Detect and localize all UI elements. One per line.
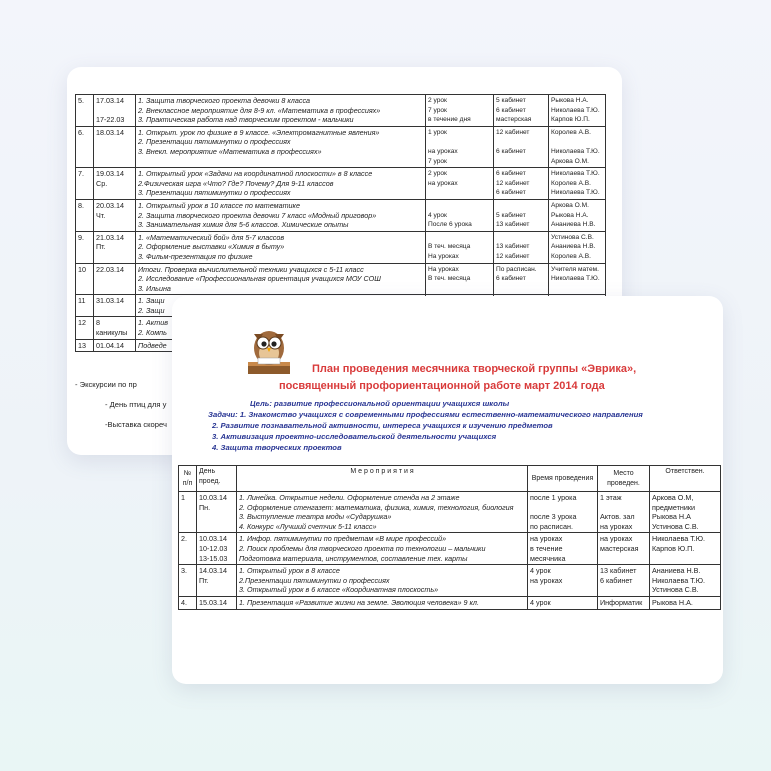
row-time-line: месячника bbox=[530, 553, 566, 563]
row-date bbox=[197, 533, 237, 565]
row-date bbox=[94, 295, 136, 317]
row-place-line: мастерская bbox=[600, 543, 639, 553]
row-date bbox=[94, 168, 136, 200]
row-date-line: 10.03.14 bbox=[199, 534, 227, 544]
row-responsible bbox=[549, 126, 606, 167]
row-activities-line: 2. Защита творческого проекта девочки 7 класс «Модный приговор» bbox=[138, 210, 377, 220]
row-time-line: на уроках bbox=[530, 534, 563, 544]
row-responsible bbox=[549, 168, 606, 200]
row-responsible bbox=[650, 533, 721, 565]
row-responsible-line: Карпов Ю.П. bbox=[551, 116, 590, 124]
row-date-line: 01.04.14 bbox=[96, 340, 124, 350]
row-activities-line: 3. Ильина bbox=[138, 283, 171, 293]
row-time-line bbox=[428, 137, 491, 147]
row-place-line: 6 кабинет bbox=[496, 170, 526, 178]
row-activities bbox=[136, 263, 426, 295]
row-place-line: Информатик bbox=[600, 597, 643, 607]
row-activities-line: 2. Внеклассное мероприятие для 8-9 кл. «Математика в профессиях» bbox=[138, 105, 381, 115]
row-responsible-line: Рыкова Н.А. bbox=[551, 97, 589, 104]
row-number: 12 bbox=[76, 317, 94, 339]
row-date-line: 14.03.14 bbox=[199, 566, 227, 576]
row-responsible-line bbox=[551, 137, 603, 147]
row-activities-line: 2. Оформление выставки «Химия в быту» bbox=[138, 242, 285, 252]
table-row bbox=[179, 533, 721, 565]
front-schedule-table bbox=[178, 465, 721, 610]
goal-text: Цель: развитие профессиональной ориентации учащихся школы bbox=[250, 399, 510, 408]
row-activities-line: 1. Открыт. урок по физике в 9 классе. «Электромагнитные явления» bbox=[138, 127, 380, 137]
row-activities-line: 1. Открытый урок «Задачи на координатной плоскости» в 8 классе bbox=[138, 169, 373, 179]
row-time-line bbox=[428, 201, 491, 211]
row-time-line: В теч. месяца bbox=[428, 243, 471, 251]
row-time-line: после 1 урока bbox=[530, 493, 577, 502]
task-2: 2. Развитие познавательной активности, интереса учащихся к изучению предметов bbox=[212, 421, 553, 430]
row-activities-line: 3. Фильм-презентация по физике bbox=[138, 251, 253, 261]
row-responsible-line: Учителя матем. bbox=[551, 265, 599, 273]
row-number: 13 bbox=[76, 339, 94, 352]
row-number: 9. bbox=[76, 231, 94, 263]
row-activities-line: 1. Линейка. Открытие недели. Оформление стенда на 2 этаже bbox=[239, 493, 460, 502]
row-place-line: 6 кабинет bbox=[496, 106, 526, 114]
row-time-line: 4 урок bbox=[530, 566, 551, 576]
row-responsible bbox=[549, 263, 606, 295]
row-activities-line: 1. Инфор. пятиминутки по предметам «В мире профессий» bbox=[239, 534, 447, 544]
row-place-line: мастерская bbox=[496, 116, 532, 124]
row-date-line: 22.03.14 bbox=[96, 264, 124, 274]
table-row bbox=[179, 565, 721, 597]
row-place-line: 12 кабинет bbox=[496, 128, 530, 136]
row-responsible-line: Аркова О.М. bbox=[551, 201, 589, 209]
row-responsible bbox=[549, 199, 606, 231]
row-date bbox=[94, 199, 136, 231]
row-time-line: 7 урок bbox=[428, 157, 447, 165]
row-place-line: 6 кабинет bbox=[496, 189, 526, 197]
header-date: День проед. bbox=[197, 466, 237, 492]
row-time bbox=[426, 199, 494, 231]
row-activities-line: 2.Презентации пятиминутки о профессиях bbox=[239, 575, 390, 585]
owl-mascot-icon bbox=[244, 322, 294, 376]
row-time-line: на уроках bbox=[428, 147, 458, 155]
row-number: 10 bbox=[76, 263, 94, 295]
row-place bbox=[494, 199, 549, 231]
row-time-line: 7 урок bbox=[428, 106, 447, 114]
row-responsible-line: Устинова С.В. bbox=[551, 233, 594, 241]
row-responsible-line: Королев А.В. bbox=[551, 179, 592, 187]
row-date bbox=[94, 126, 136, 167]
table-row bbox=[76, 168, 606, 200]
row-time bbox=[426, 95, 494, 127]
row-activities bbox=[237, 492, 528, 533]
row-date-line: каникулы bbox=[96, 328, 128, 338]
row-time-line: после 3 урока bbox=[530, 512, 577, 522]
row-activities bbox=[136, 199, 426, 231]
task-1: Задачи: 1. Знакомство учащихся с современными профессиями естественно-математического направления bbox=[208, 410, 643, 419]
row-time-line: После 6 урока bbox=[428, 221, 472, 229]
row-date-line: 13-15.03 bbox=[199, 553, 228, 563]
row-activities-line: Подведе bbox=[138, 340, 167, 350]
row-date-line: 21.03.14 bbox=[96, 232, 124, 242]
row-activities bbox=[136, 168, 426, 200]
row-time-line bbox=[428, 233, 491, 243]
row-date-line: Пт. bbox=[199, 575, 209, 585]
row-date-line: 31.03.14 bbox=[96, 296, 124, 306]
row-number: 8. bbox=[76, 199, 94, 231]
row-activities-line: 1. Актив bbox=[138, 318, 168, 328]
row-place-line: 5 кабинет bbox=[496, 97, 526, 104]
row-place bbox=[494, 231, 549, 263]
row-time-line: В теч. месяца bbox=[428, 275, 471, 283]
row-responsible bbox=[549, 95, 606, 127]
row-place bbox=[598, 492, 650, 533]
row-activities-line: 3. Занимательная химия для 5-6 классов. Химические опыты bbox=[138, 220, 349, 230]
row-activities-line: 2. Компь bbox=[138, 328, 167, 338]
row-activities-line: 2. Поиск проблемы для творческого проекта по технологии – мальчики bbox=[239, 543, 486, 553]
row-activities-line: 2.Физическая игра «Что? Где? Почему? Для 9-11 классов bbox=[138, 178, 334, 188]
row-responsible-line: Николаева Т.Ю. bbox=[551, 189, 600, 197]
row-activities bbox=[136, 231, 426, 263]
row-date-line: 17-22.03 bbox=[96, 115, 125, 125]
row-date bbox=[94, 317, 136, 339]
row-number: 11 bbox=[76, 295, 94, 317]
row-date-line: Чт. bbox=[96, 210, 106, 220]
task-3: 3. Активизация проектно-исследовательской деятельности учащихся bbox=[212, 432, 497, 441]
row-responsible-line: Ананиева Н.В. bbox=[551, 221, 596, 229]
row-date bbox=[197, 492, 237, 533]
row-responsible bbox=[549, 231, 606, 263]
plan-title-line-1: План проведения месячника творческой группы «Эврика», bbox=[312, 363, 637, 375]
row-time bbox=[426, 168, 494, 200]
plan-title-line-2: посвященный профориентационной работе март 2014 года bbox=[279, 380, 605, 392]
row-date-line: 15.03.14 bbox=[199, 597, 227, 607]
row-place-line bbox=[496, 201, 546, 211]
row-responsible-line: Николаева Т.Ю. bbox=[652, 534, 706, 544]
row-date bbox=[94, 231, 136, 263]
row-activities-line: 3. Презентации пятиминутки о профессиях bbox=[138, 188, 291, 198]
row-place bbox=[494, 263, 549, 295]
row-activities-line: 2. Исследование «Профессиональная ориентация учащихся МОУ СОШ bbox=[138, 274, 381, 284]
note-exhibition: -Выставка скореч bbox=[105, 420, 167, 429]
row-number: 2. bbox=[179, 533, 197, 565]
row-place-line bbox=[496, 233, 546, 243]
row-time-line: в течение bbox=[530, 543, 563, 553]
row-activities-line: 1. Защита творческого проекта девочки 8 класса bbox=[138, 96, 311, 105]
row-place-line: на уроках bbox=[600, 521, 633, 531]
row-activities-line: 3. Открытый урок в 6 классе «Координатная плоскость» bbox=[239, 585, 439, 595]
row-date-line bbox=[96, 106, 133, 116]
row-activities-line: 1. «Математический бой» для 5-7 классов bbox=[138, 232, 285, 242]
row-date bbox=[94, 95, 136, 127]
row-responsible-line: Аркова О.М. bbox=[551, 157, 589, 165]
row-date bbox=[94, 339, 136, 352]
row-time bbox=[426, 231, 494, 263]
row-number: 5. bbox=[76, 95, 94, 127]
row-activities-line: Подготовка материала, инструментов, составление тех. карты bbox=[239, 553, 468, 563]
header-responsible: Ответствен. bbox=[650, 466, 721, 492]
row-time bbox=[426, 126, 494, 167]
row-activities-line: 2. Презентации пятиминутки о профессиях bbox=[138, 137, 291, 147]
row-responsible-line: Николаева Т.Ю. bbox=[551, 106, 600, 114]
row-place-line: 6 кабинет bbox=[600, 575, 633, 585]
row-activities-line: 2. Оформление стенгазет: математика, физика, химия, технология, биология bbox=[239, 502, 514, 512]
row-responsible-line: Николаева Т.Ю. bbox=[551, 147, 600, 155]
table-row bbox=[179, 596, 721, 609]
row-activities bbox=[237, 533, 528, 565]
row-responsible-line: Устинова С.В. bbox=[652, 521, 699, 531]
row-time bbox=[528, 533, 598, 565]
table-row bbox=[76, 95, 606, 127]
row-time bbox=[528, 492, 598, 533]
row-time-line bbox=[530, 503, 595, 513]
row-time-line: в течение дня bbox=[428, 116, 471, 124]
row-time-line: на уроках bbox=[428, 179, 458, 187]
row-responsible-line: Ананиева Н.В. bbox=[551, 243, 596, 251]
row-place-line: 13 кабинет bbox=[600, 566, 637, 576]
row-time bbox=[528, 596, 598, 609]
row-date-line: Пт. bbox=[96, 242, 106, 252]
row-responsible-line: Рыкова Н.А. bbox=[652, 597, 693, 607]
row-time-line: по расписан. bbox=[530, 521, 573, 531]
row-place bbox=[598, 565, 650, 597]
row-activities bbox=[136, 126, 426, 167]
row-date-line: Пн. bbox=[199, 502, 211, 512]
row-place bbox=[494, 126, 549, 167]
row-number: 3. bbox=[179, 565, 197, 597]
row-place bbox=[598, 533, 650, 565]
row-responsible-line: Аркова О.М, bbox=[652, 493, 694, 502]
table-row bbox=[76, 263, 606, 295]
table-row bbox=[76, 126, 606, 167]
table-row bbox=[76, 231, 606, 263]
table-row bbox=[76, 199, 606, 231]
row-responsible-line: Николаева Т.Ю. bbox=[551, 170, 600, 178]
row-activities-line: 4. Конкурс «Лучший счетчик 5-11 класс» bbox=[239, 521, 377, 531]
task-4: 4. Защита творческих проектов bbox=[212, 443, 342, 452]
row-time-line: 2 урок bbox=[428, 170, 447, 178]
row-place-line: 6 кабинет bbox=[496, 275, 526, 283]
row-place-line: 1 этаж bbox=[600, 493, 622, 502]
row-time-line: 2 урок bbox=[428, 97, 447, 104]
row-responsible-line: Ананиева Н.В. bbox=[652, 566, 701, 576]
row-date-line: 18.03.14 bbox=[96, 127, 124, 137]
row-responsible bbox=[650, 565, 721, 597]
row-activities bbox=[237, 565, 528, 597]
row-activities-line: 1. Открытый урок в 10 классе по математике bbox=[138, 200, 300, 210]
row-date bbox=[197, 596, 237, 609]
row-activities-line: 2. Защи bbox=[138, 305, 165, 315]
row-responsible-line: Николаева Т.Ю. bbox=[652, 575, 706, 585]
row-place bbox=[598, 596, 650, 609]
row-place-line bbox=[600, 503, 647, 513]
row-time-line: 4 урок bbox=[530, 597, 551, 607]
row-responsible-line: Рыкова Н.А bbox=[652, 512, 691, 522]
header-activities: М е р о п р и я т и я bbox=[237, 466, 528, 492]
header-place: Место проведен. bbox=[598, 466, 650, 492]
row-date-line: Ср. bbox=[96, 178, 108, 188]
row-activities bbox=[136, 95, 426, 127]
row-date-line: 10-12.03 bbox=[199, 543, 228, 553]
row-time-line: На уроках bbox=[428, 265, 459, 273]
row-activities-line: 1. Презентация «Развитие жизни на земле. Эволюция человека» 9 кл. bbox=[239, 597, 479, 607]
row-place-line bbox=[496, 137, 546, 147]
row-place bbox=[494, 168, 549, 200]
row-activities-line: Итоги. Проверка вычислительной техники учащихся с 5-11 класс bbox=[138, 264, 364, 274]
row-place-line: на уроках bbox=[600, 534, 633, 544]
row-responsible-line: Николаева Т.Ю. bbox=[551, 275, 600, 283]
front-document-card bbox=[172, 296, 723, 684]
row-responsible bbox=[650, 596, 721, 609]
row-responsible-line: Королев А.В. bbox=[551, 128, 592, 136]
row-responsible bbox=[650, 492, 721, 533]
row-place-line: По расписан. bbox=[496, 265, 537, 273]
row-number: 6. bbox=[76, 126, 94, 167]
header-time: Время проведения bbox=[528, 466, 598, 492]
row-number: 1 bbox=[179, 492, 197, 533]
row-responsible-line: предметники bbox=[652, 502, 696, 512]
row-date bbox=[94, 263, 136, 295]
row-activities-line: 3. Внекл. мероприятие «Математика в профессиях» bbox=[138, 146, 322, 156]
note-bird-day: - День птиц для у bbox=[105, 400, 167, 409]
row-responsible-line: Карпов Ю.П. bbox=[652, 543, 695, 553]
row-responsible-line: Устинова С.В. bbox=[652, 585, 699, 595]
row-date-line: 17.03.14 bbox=[96, 96, 124, 105]
row-responsible-line: Королев А.В. bbox=[551, 252, 592, 260]
row-date bbox=[197, 565, 237, 597]
row-date-line: 20.03.14 bbox=[96, 200, 124, 210]
row-place-line: 13 кабинет bbox=[496, 221, 530, 229]
row-activities bbox=[237, 596, 528, 609]
row-place-line: Актов. зал bbox=[600, 512, 635, 522]
row-time-line: 4 урок bbox=[428, 211, 447, 219]
row-time-line: на уроках bbox=[530, 575, 563, 585]
row-number: 4. bbox=[179, 596, 197, 609]
row-place-line: 12 кабинет bbox=[496, 179, 530, 187]
row-time-line: На уроках bbox=[428, 252, 459, 260]
row-activities-line: 3. Практическая работа над творческим проектом - мальчики bbox=[138, 115, 354, 125]
row-date-line: 10.03.14 bbox=[199, 493, 227, 502]
row-place-line: 6 кабинет bbox=[496, 147, 526, 155]
row-place-line: 13 кабинет bbox=[496, 243, 530, 251]
row-activities-line: 1. Защи bbox=[138, 296, 165, 306]
row-date-line: 19.03.14 bbox=[96, 169, 124, 179]
table-row bbox=[179, 492, 721, 533]
row-time-line: 1 урок bbox=[428, 128, 447, 136]
header-number: № п/п bbox=[179, 466, 197, 492]
row-time bbox=[528, 565, 598, 597]
row-responsible-line: Рыкова Н.А. bbox=[551, 211, 589, 219]
row-activities-line: 3. Выступление театра моды «Сударушка» bbox=[239, 512, 392, 522]
row-place-line: 5 кабинет bbox=[496, 211, 526, 219]
row-number: 7. bbox=[76, 168, 94, 200]
row-place-line: 12 кабинет bbox=[496, 252, 530, 260]
row-time bbox=[426, 263, 494, 295]
row-date-line: 8 bbox=[96, 318, 100, 328]
row-place bbox=[494, 95, 549, 127]
row-activities-line: 1. Открытый урок в 8 классе bbox=[239, 566, 340, 576]
note-excursions: - Экскурсии по пр bbox=[75, 380, 137, 389]
